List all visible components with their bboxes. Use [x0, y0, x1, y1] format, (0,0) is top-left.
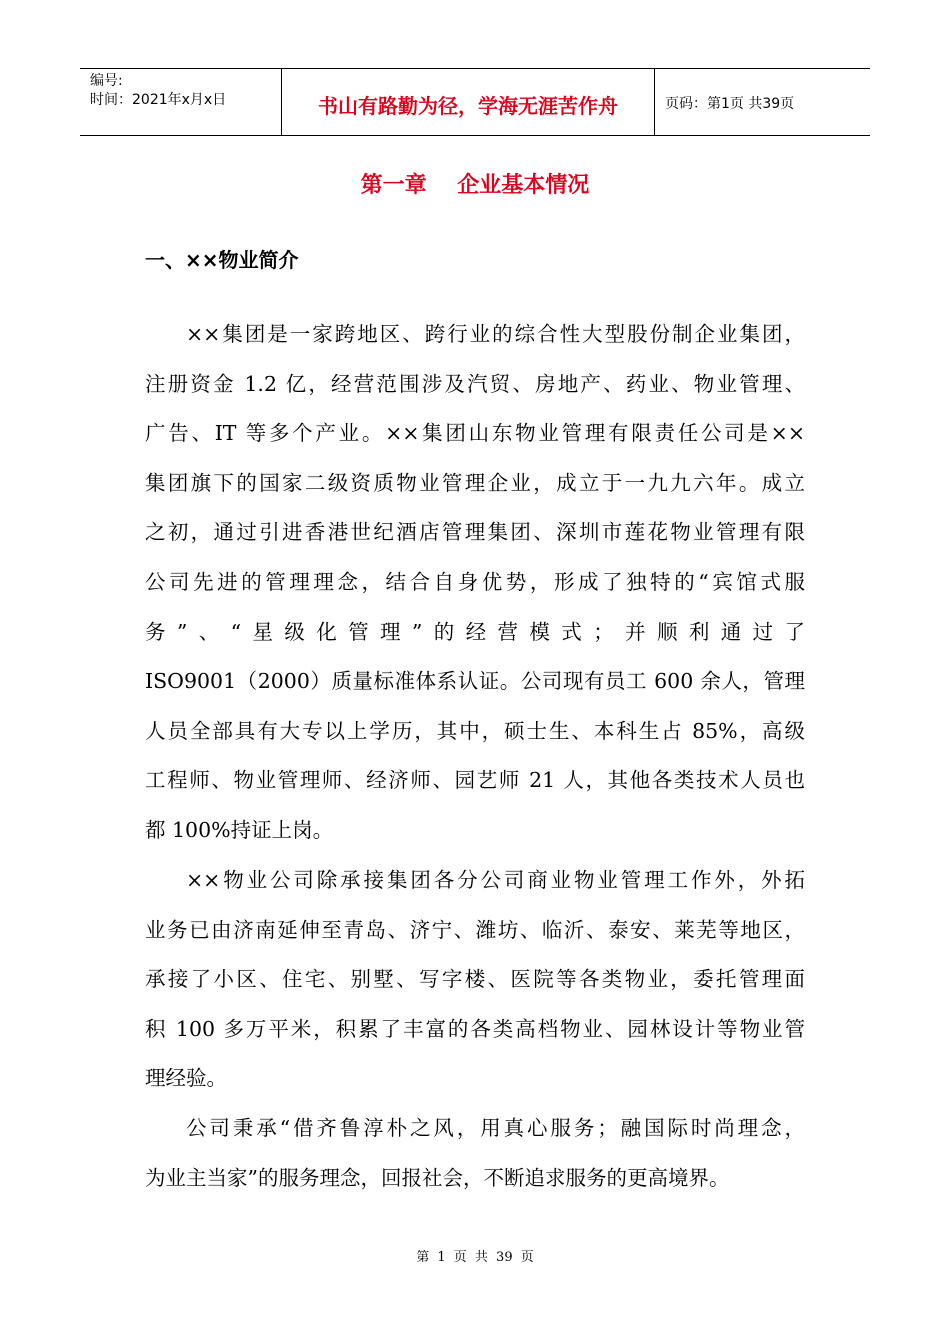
chapter-title: 第一章 企业基本情况 — [360, 173, 590, 198]
section-title: 一、××物业简介 — [145, 248, 299, 272]
paragraph-line: 公司秉承“借齐鲁淳朴之风，用真心服务；融国际时尚理念， — [186, 1116, 805, 1140]
paragraph-line: 务”、“星级化管理”的经营模式；并顺利通过了 — [145, 619, 805, 644]
time-label: 时间：2021年x月x日 — [90, 92, 227, 108]
number-label: 编号: — [90, 73, 123, 89]
paragraph-line: 积 100 多万平米，积累了丰富的各类高档物业、园林设计等物业管 — [145, 1016, 805, 1041]
paragraph-line: ××集团是一家跨地区、跨行业的综合性大型股份制企业集团， — [186, 322, 805, 346]
paragraph-line: 之初，通过引进香港世纪酒店管理集团、深圳市莲花物业管理有限 — [145, 520, 805, 545]
paragraph-line: 承接了小区、住宅、别墅、写字楼、医院等各类物业，委托管理面 — [145, 967, 805, 992]
paragraph-line: 业务已由济南延伸至青岛、济宁、潍坊、临沂、泰安、莱芜等地区， — [145, 917, 805, 942]
page-header — [80, 68, 870, 136]
header-motto: 书山有路勤为径，学海无涯苦作舟 — [282, 69, 655, 135]
header-page-info: 页码：第1页 共39页 — [665, 96, 795, 112]
page-footer: 第 1 页 共 39 页 — [416, 1250, 534, 1265]
paragraph-line: ISO9001（2000）质量标准体系认证。公司现有员工 600 余人，管理 — [145, 669, 805, 694]
paragraph-intro — [145, 310, 805, 856]
paragraph-line: 理经验。 — [145, 1066, 227, 1091]
paragraph-line: 集团旗下的国家二级资质物业管理企业，成立于一九九六年。成立 — [145, 470, 805, 495]
paragraph-line: 人员全部具有大专以上学历，其中，硕士生、本科生占 85%，高级 — [145, 718, 805, 743]
paragraph-line: 为业主当家”的服务理念，回报社会，不断追求服务的更高境界。 — [145, 1165, 730, 1190]
paragraph-line: 公司先进的管理理念，结合自身优势，形成了独特的“宾馆式服 — [145, 569, 805, 594]
paragraph-line: 注册资金 1.2 亿，经营范围涉及汽贸、房地产、药业、物业管理、 — [145, 371, 805, 396]
paragraph-line: 广告、IT 等多个产业。××集团山东物业管理有限责任公司是×× — [145, 421, 805, 446]
paragraph-expansion — [145, 856, 805, 1104]
paragraph-line: 都 100%持证上岗。 — [145, 817, 334, 842]
paragraph-line: ××物业公司除承接集团各分公司商业物业管理工作外，外拓 — [186, 868, 805, 892]
paragraph-philosophy — [145, 1104, 805, 1203]
paragraph-line: 工程师、物业管理师、经济师、园艺师 21 人，其他各类技术人员也 — [145, 768, 805, 793]
header-meta — [80, 69, 282, 135]
